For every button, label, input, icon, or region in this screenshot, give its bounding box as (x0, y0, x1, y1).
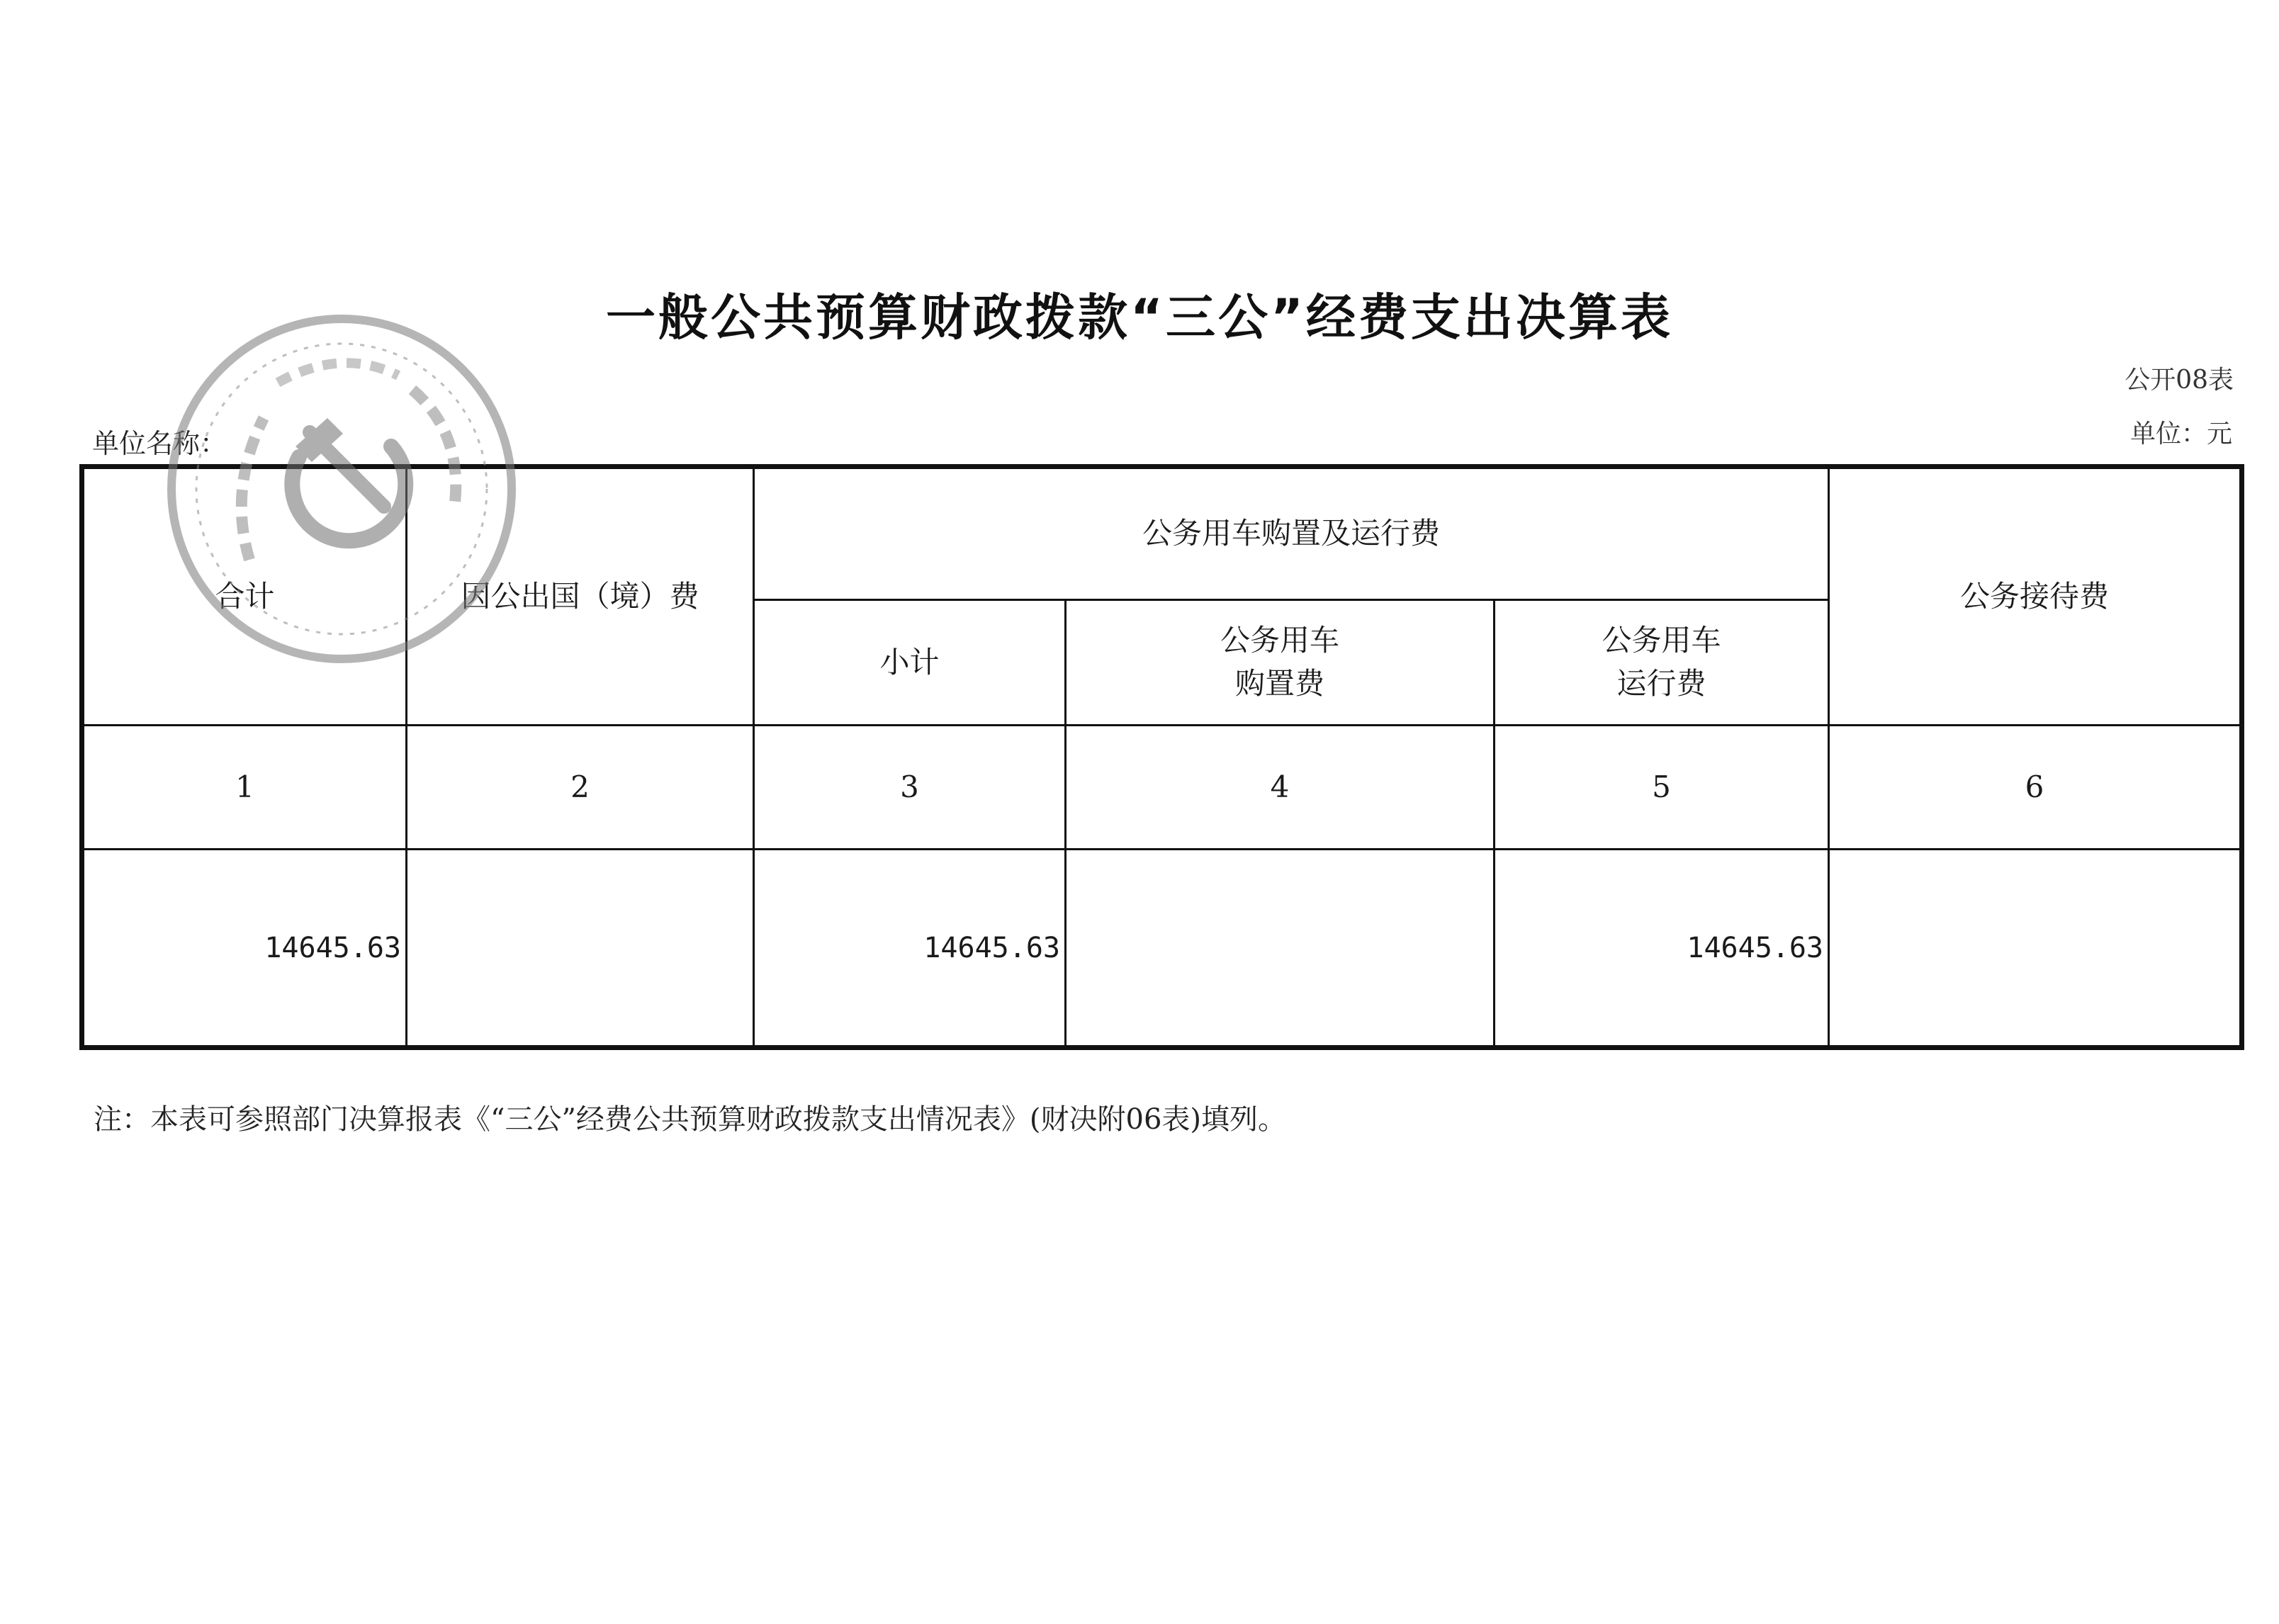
column-number: 4 (1066, 726, 1495, 850)
column-number: 1 (82, 726, 407, 850)
value-reception (1829, 850, 2242, 1048)
column-number: 2 (407, 726, 754, 850)
expenditure-table (79, 464, 2244, 1050)
column-number: 5 (1495, 726, 1829, 850)
column-number-row (82, 726, 2242, 850)
header-row-1 (82, 467, 2242, 600)
column-number: 6 (1829, 726, 2242, 850)
value-overseas (407, 850, 754, 1048)
header-vehicle-operation-line1: 公务用车 (1602, 623, 1721, 658)
document-title: 一般公共预算财政拨款“三公”经费支出决算表 (605, 288, 1673, 346)
column-number: 3 (754, 726, 1066, 850)
header-vehicle-purchase (1066, 600, 1495, 726)
header-total: 合计 (82, 467, 407, 726)
form-code: 公开08表 (2125, 366, 2234, 395)
header-vehicle-purchase-line2: 购置费 (1234, 666, 1324, 701)
value-total: 14645.63 (82, 850, 407, 1048)
currency-unit: 单位：元 (2129, 419, 2232, 449)
value-vehicle-subtotal: 14645.63 (754, 850, 1066, 1048)
value-row (82, 850, 2242, 1048)
header-overseas: 因公出国（境）费 (407, 467, 754, 726)
header-vehicle-operation (1495, 600, 1829, 726)
header-vehicle-group: 公务用车购置及运行费 (754, 467, 1829, 600)
seal-hammer-head (296, 418, 343, 462)
table-note: 注：本表可参照部门决算报表《“三公”经费公共预算财政拨款支出情况表》(财决附06表)填列。 (94, 1103, 1287, 1136)
header-reception: 公务接待费 (1829, 467, 2242, 726)
unit-name-label: 单位名称： (92, 428, 227, 459)
header-vehicle-subtotal: 小计 (754, 600, 1066, 726)
header-vehicle-operation-line2: 运行费 (1616, 666, 1706, 701)
value-vehicle-operation: 14645.63 (1495, 850, 1829, 1048)
seal-text-arc-top (278, 363, 398, 383)
header-vehicle-purchase-line1: 公务用车 (1220, 623, 1339, 658)
value-vehicle-purchase (1066, 850, 1495, 1048)
